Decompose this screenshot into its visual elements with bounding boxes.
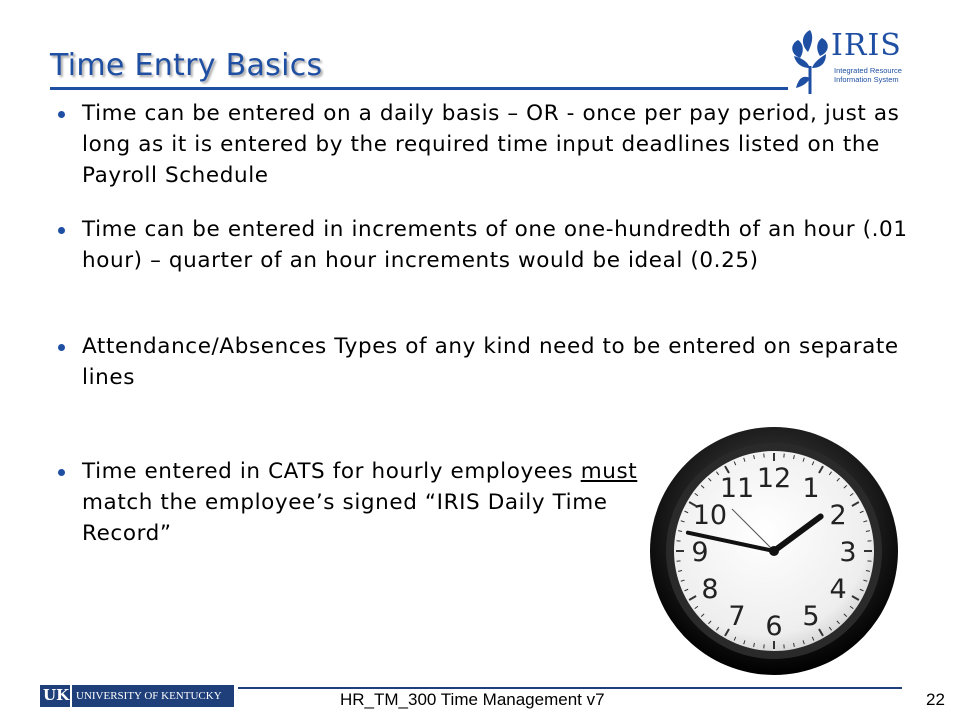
clock-numeral: 6 [765,611,783,642]
bullet-text: Time can be entered in increments of one one-hundredth of an hour (.01 hour) – quarter of an hour increments would be ideal (0.25) [82,217,908,273]
clock-numeral: 2 [829,500,847,531]
iris-logo-subtitle [834,66,926,84]
iris-flower-icon [788,22,834,98]
uk-mark-box [40,685,70,707]
page-number: 22 [926,690,945,709]
clock-numeral: 12 [756,463,792,494]
university-name: UNIVERSITY OF KENTUCKY [72,685,234,707]
bullet-dot-icon [58,111,65,118]
bullet-dot-icon [58,344,65,351]
slide-title: Time Entry Basics [50,48,323,83]
bullet-dot-icon [58,469,65,476]
footer-course-title: HR_TM_300 Time Management v7 [340,690,605,709]
bullet-text: Attendance/Absences Types of any kind need to be entered on separate lines [82,334,899,390]
clock-numeral: 5 [802,601,820,633]
clock-center [769,546,779,556]
iris-logo-subtitle-line1: Integrated Resource [834,66,902,75]
iris-logo-subtitle-line2: Information System [834,75,899,84]
bullet-item [58,98,918,191]
iris-logo [788,22,928,98]
clock-numeral: 11 [719,472,755,504]
title-underline [50,87,788,90]
bullet-text-after: match the employee’s signed “IRIS Daily Time Record” [82,490,608,546]
bullet-item [58,331,918,393]
uk-mark: UK [43,686,70,704]
clock-numeral: 3 [839,537,857,568]
clock-numeral: 1 [802,472,820,504]
bullet-item [58,214,918,276]
bullet-text-before: Time entered in CATS for hourly employees [82,459,581,484]
clock-numeral: 10 [692,500,728,531]
bullet-emphasis: must [580,459,638,484]
clock-numeral: 8 [701,574,719,605]
iris-logo-name: IRIS [831,28,902,63]
bullet-text: Time can be entered on a daily basis – OR - once per pay period, just as long as it is entered by the required time input deadlines listed on the Payroll Schedule [82,101,900,188]
footer-divider [238,687,902,689]
clock-numeral: 9 [691,537,709,568]
bullet-dot-icon [58,227,65,234]
wall-clock [648,425,900,677]
bullet-item [58,456,642,549]
clock-numeral: 7 [728,601,746,633]
university-logo [40,685,234,707]
clock-numeral: 4 [829,574,847,605]
